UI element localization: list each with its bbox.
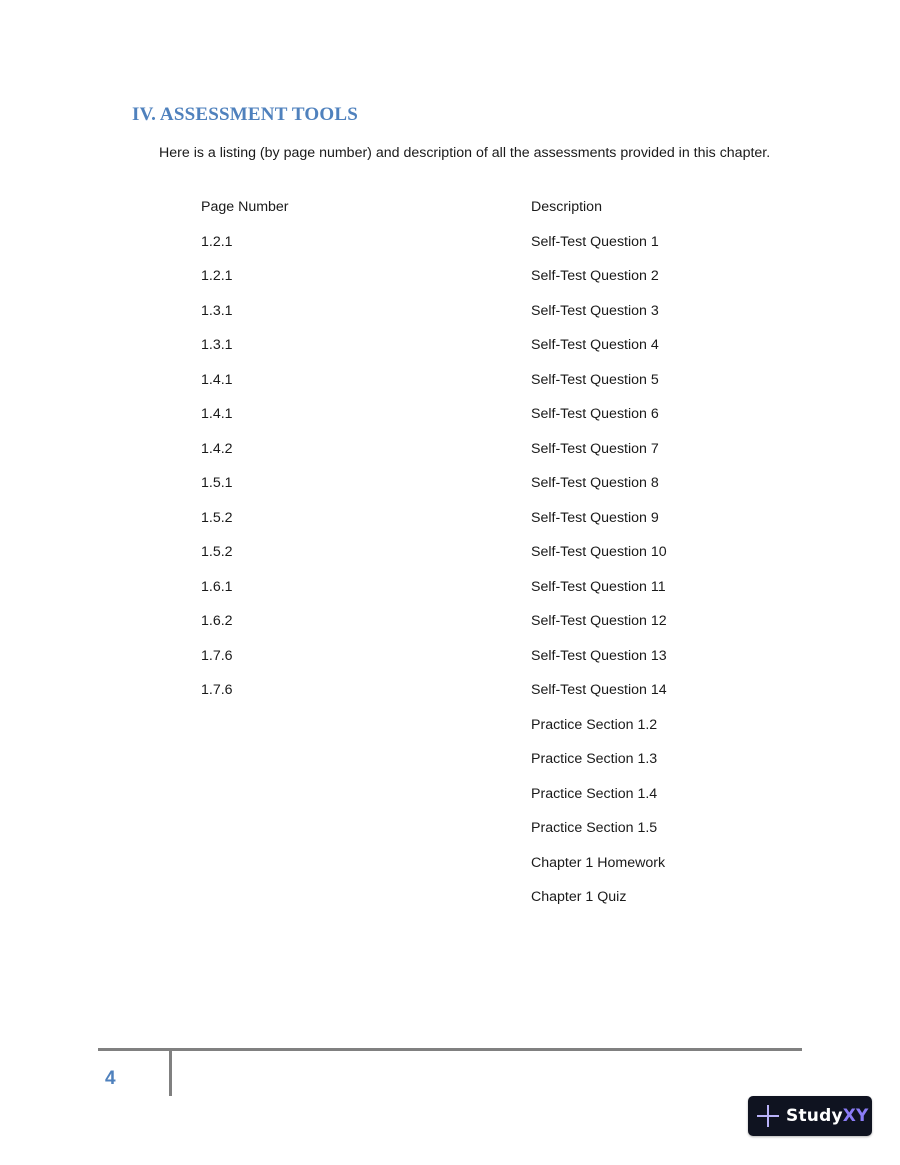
footer-rule	[98, 1048, 802, 1051]
table-header-row	[201, 196, 701, 231]
row-page-number: 1.4.1	[201, 371, 233, 388]
table-row	[201, 783, 701, 818]
row-description: Self-Test Question 4	[531, 337, 659, 353]
row-page-number: 1.5.1	[201, 475, 233, 491]
table-row	[201, 472, 701, 507]
row-description: Self-Test Question 11	[531, 578, 666, 595]
footer-divider	[169, 1051, 172, 1096]
row-description: Self-Test Question 9	[531, 509, 659, 526]
row-page-number: 1.5.2	[201, 544, 233, 560]
row-description: Self-Test Question 3	[531, 302, 659, 319]
table-row	[201, 817, 701, 852]
row-page-number: 1.2.1	[201, 268, 233, 284]
table-row	[201, 714, 701, 749]
row-page-number: 1.3.1	[201, 337, 233, 353]
table-row	[201, 300, 701, 335]
header-page-number: Page Number	[201, 199, 289, 215]
header-description: Description	[531, 199, 602, 215]
table-row	[201, 438, 701, 473]
row-description: Practice Section 1.4	[531, 785, 658, 802]
table-row	[201, 231, 701, 266]
row-description: Self-Test Question 6	[531, 406, 659, 422]
row-description: Practice Section 1.5	[531, 820, 658, 836]
table-row	[201, 748, 701, 783]
row-description: Self-Test Question 13	[531, 647, 667, 664]
badge-brand-main: Study	[786, 1106, 843, 1126]
row-description: Self-Test Question 7	[531, 440, 659, 457]
row-description: Self-Test Question 12	[531, 613, 667, 629]
row-description: Self-Test Question 8	[531, 475, 659, 491]
table-row	[201, 576, 701, 611]
row-page-number: 1.7.6	[201, 647, 233, 664]
section-heading: IV. ASSESSMENT TOOLS	[132, 104, 358, 125]
plus-icon	[756, 1104, 780, 1128]
row-description: Self-Test Question 10	[531, 544, 667, 560]
assessment-table	[201, 196, 701, 921]
intro-paragraph: Here is a listing (by page number) and description of all the assessments provided in this chapter.	[159, 145, 771, 161]
table-row	[201, 886, 701, 921]
row-page-number: 1.4.2	[201, 440, 233, 457]
row-description: Self-Test Question 1	[531, 233, 659, 250]
studyxy-badge[interactable]	[748, 1096, 872, 1136]
row-page-number: 1.2.1	[201, 233, 233, 250]
table-row	[201, 403, 701, 438]
table-row	[201, 369, 701, 404]
table-row	[201, 852, 701, 887]
badge-brand-accent: XY	[842, 1106, 869, 1126]
row-description: Chapter 1 Quiz	[531, 889, 627, 905]
table-row	[201, 679, 701, 714]
table-row	[201, 610, 701, 645]
row-page-number: 1.6.2	[201, 613, 233, 629]
table-row	[201, 541, 701, 576]
row-page-number: 1.7.6	[201, 682, 233, 698]
row-description: Practice Section 1.3	[531, 751, 658, 767]
page-number: 4	[105, 1068, 116, 1089]
row-description: Self-Test Question 2	[531, 268, 659, 284]
row-page-number: 1.4.1	[201, 406, 233, 422]
row-page-number: 1.6.1	[201, 578, 233, 595]
row-description: Self-Test Question 14	[531, 682, 667, 698]
row-description: Practice Section 1.2	[531, 716, 658, 733]
row-page-number: 1.3.1	[201, 302, 233, 319]
table-row	[201, 645, 701, 680]
badge-label	[786, 1106, 869, 1126]
row-description: Chapter 1 Homework	[531, 854, 666, 871]
row-description: Self-Test Question 5	[531, 371, 659, 388]
table-body	[201, 231, 701, 921]
table-row	[201, 334, 701, 369]
table-row	[201, 507, 701, 542]
row-page-number: 1.5.2	[201, 509, 233, 526]
table-row	[201, 265, 701, 300]
